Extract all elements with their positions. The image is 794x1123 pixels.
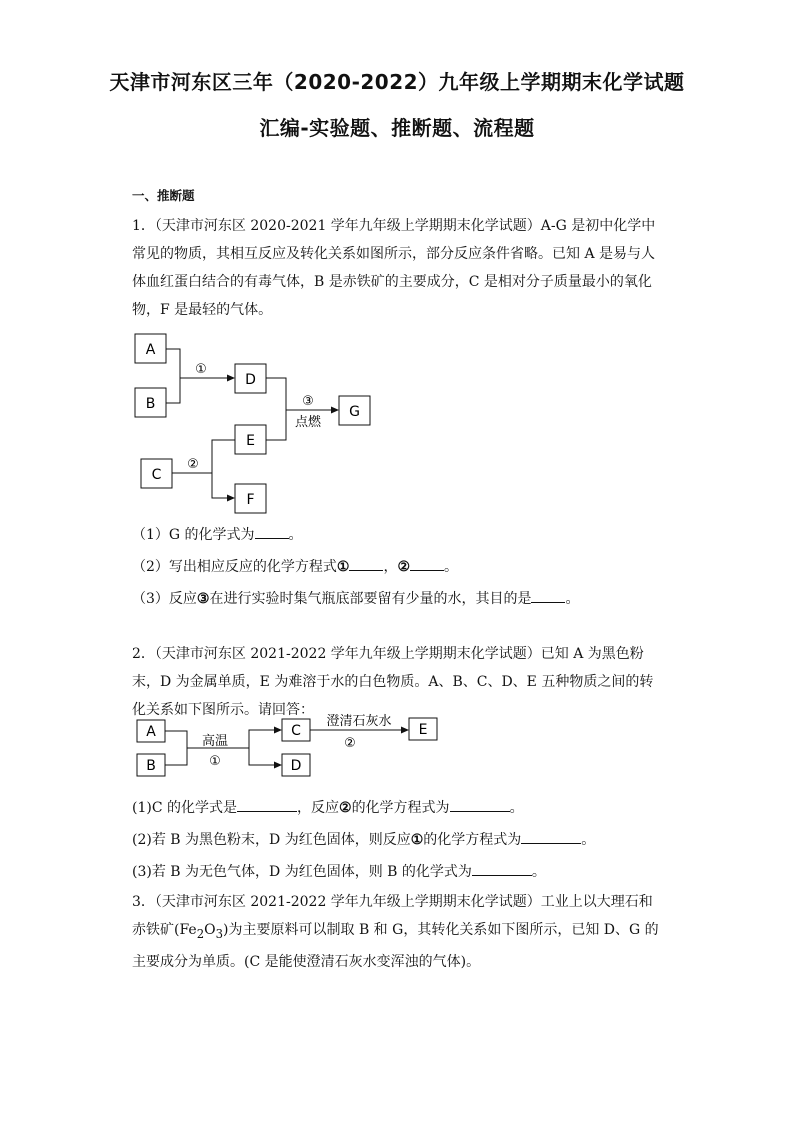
diagram1-step1-label: ① bbox=[195, 362, 207, 377]
diagram2-box-d: D bbox=[290, 758, 302, 774]
diagram2-reagent2-label: 澄清石灰水 bbox=[326, 714, 392, 729]
diagram1-step3-label: ③ bbox=[302, 394, 314, 409]
diagram1-box-c: C bbox=[151, 467, 162, 483]
diagram1-box-d: D bbox=[245, 372, 256, 388]
question-1-sub2: （2）写出相应反应的化学方程式① ，② 。 bbox=[132, 556, 458, 576]
diagram2-condition1-label: 高温 bbox=[201, 734, 229, 749]
diagram1-box-a: A bbox=[145, 342, 156, 358]
diagram2-step1-label: ① bbox=[209, 754, 221, 769]
answer-blank[interactable] bbox=[521, 829, 581, 844]
diagram2-box-b: B bbox=[146, 758, 156, 774]
question-2-sub3: (3)若 B 为无色气体，D 为红色固体，则 B 的化学式为 。 bbox=[132, 861, 546, 881]
diagram2-box-c: C bbox=[291, 723, 301, 739]
answer-blank[interactable] bbox=[472, 861, 532, 876]
question-2-sub1: (1)C 的化学式是 ，反应②的化学方程式为 。 bbox=[132, 797, 524, 817]
document-title-line2: 汇编-实验题、推断题、流程题 bbox=[259, 116, 535, 140]
question-3-text: 3．（天津市河东区 2021-2022 学年九年级上学期期末化学试题）工业上以大理石和赤铁矿$(Fe_2O_3)$为主要原料可以制取 B 和 G，其转化关系如下图所示，已知 D、G 的主要成分为单质。(C 是能使澄清石灰水变浑浊的气体)。 bbox=[132, 894, 659, 970]
question-1-sub1: （1）G 的化学式为 。 bbox=[132, 524, 303, 544]
diagram1-box-e: E bbox=[246, 433, 255, 449]
diagram1-box-f: F bbox=[246, 492, 255, 508]
diagram1-step2-label: ② bbox=[187, 457, 199, 472]
document-title-line1: 天津市河东区三年（2020-2022）九年级上学期期末化学试题 bbox=[109, 70, 685, 94]
question-2-sub2: (2)若 B 为黑色粉末，D 为红色固体，则反应①的化学方程式为 。 bbox=[132, 829, 595, 849]
section-heading: 一、推断题 bbox=[132, 188, 195, 203]
diagram1-condition3-label: 点燃 bbox=[294, 415, 322, 430]
answer-blank[interactable] bbox=[237, 797, 297, 812]
diagram2-box-a: A bbox=[146, 724, 156, 740]
diagram2-box-e: E bbox=[418, 722, 428, 738]
question-1-text: 1．（天津市河东区 2020-2021 学年九年级上学期期末化学试题）A-G 是初中化学中常见的物质，其相互反应及转化关系如图所示，部分反应条件省略。已知 A 是易与人体血红蛋白结合的有毒气体，B 是赤铁矿的主要成分，C 是相对分子质量最小的氧化物，F 是最轻的气体。 bbox=[132, 218, 656, 318]
diagram1-box-b: B bbox=[145, 396, 156, 412]
question-2-text: 2．（天津市河东区 2021-2022 学年九年级上学期期末化学试题）已知 A 为黑色粉末，D 为金属单质，E 为难溶于水的白色物质。A、B、C、D、E 五种物质之间的转化关系如下图所示。请回答： bbox=[132, 646, 654, 718]
answer-blank[interactable] bbox=[450, 797, 510, 812]
question-1-sub3: （3）反应③在进行实验时集气瓶底部要留有少量的水，其目的是 。 bbox=[132, 588, 579, 608]
diagram2-step2-label: ② bbox=[344, 736, 356, 751]
diagram1-box-g: G bbox=[349, 404, 360, 420]
